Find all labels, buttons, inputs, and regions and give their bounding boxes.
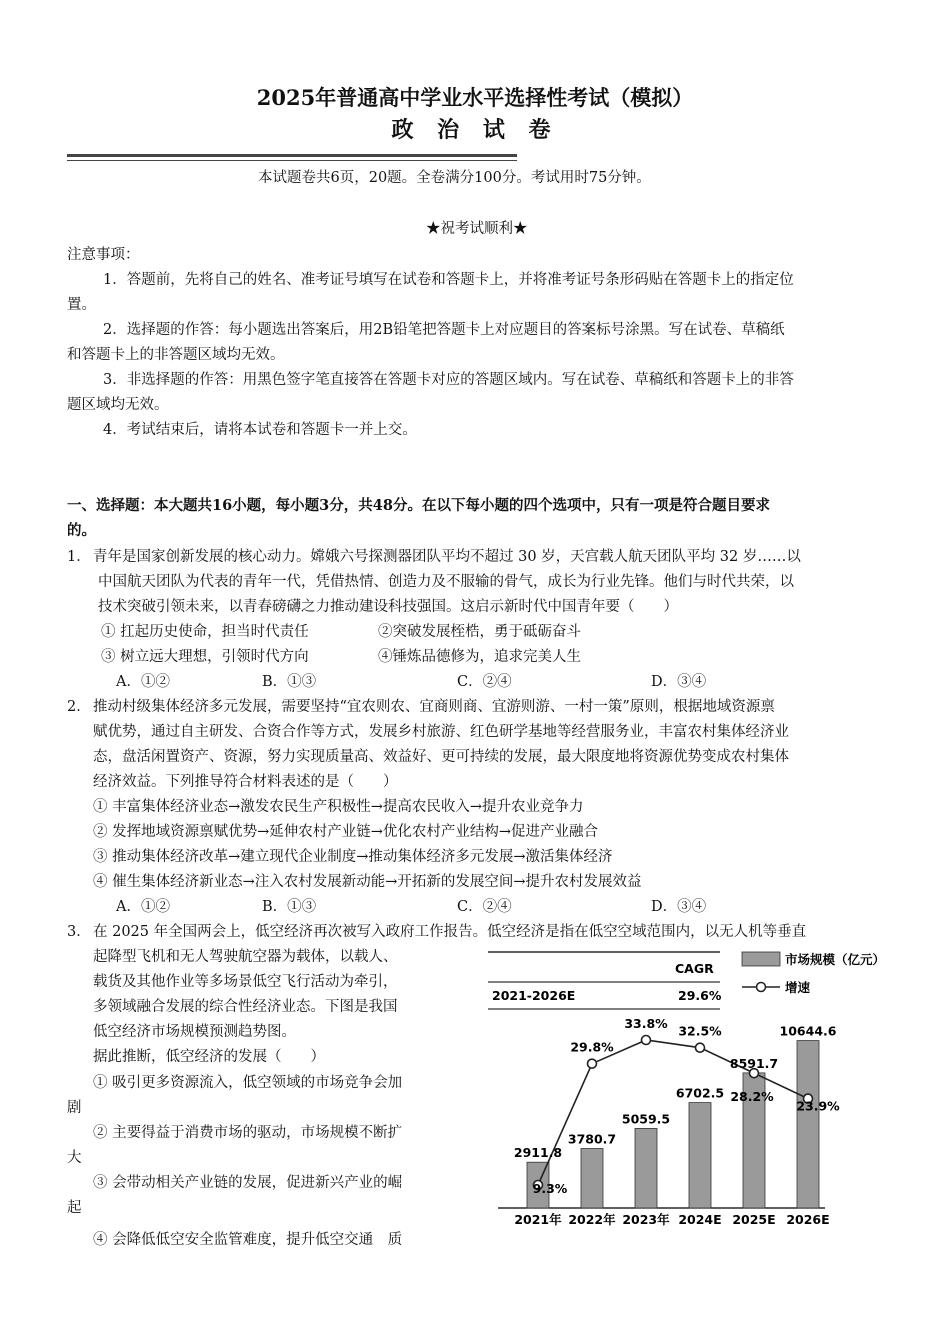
answer-choice[interactable]: C．②④ bbox=[457, 674, 512, 690]
note-line: 题区域均无效。 bbox=[67, 397, 169, 413]
question-number: 1． bbox=[67, 549, 91, 565]
legend-line-label: 增速 bbox=[785, 980, 811, 995]
answer-choice[interactable]: C．②④ bbox=[457, 899, 512, 915]
statement-option: ① 吸引更多资源流入，低空领域的市场竞争会加 bbox=[93, 1075, 403, 1091]
statement-option-cont: 大 bbox=[67, 1150, 82, 1166]
notes-heading: 注意事项： bbox=[67, 247, 140, 263]
statement-option: ②突破发展桎梏，勇于砥砺奋斗 bbox=[378, 624, 581, 640]
growth-point bbox=[696, 1043, 705, 1052]
bar-5 bbox=[797, 1041, 819, 1208]
category-label: 2021年 bbox=[514, 1212, 562, 1227]
growth-label: 9.3% bbox=[532, 1181, 568, 1196]
question-text: 态，盘活闲置资产、资源，努力实现质量高、效益好、更可持续的发展，最大限度地将资源优势变成农村集体 bbox=[93, 749, 789, 765]
bar-value-label: 5059.5 bbox=[621, 1111, 671, 1127]
question-text: 赋优势，通过自主研发、合资合作等方式，发展乡村旅游、红色研学基地等经营服务业，丰富农村集体经济业 bbox=[93, 724, 789, 740]
growth-label: 28.2% bbox=[730, 1089, 774, 1105]
section-heading: 一、选择题：本大题共16小题，每小题3分，共48分。在以下每小题的四个选项中，只有一项是符合题目要求 bbox=[67, 497, 770, 514]
answer-choice[interactable]: B．①③ bbox=[262, 899, 317, 915]
market-size-chart bbox=[480, 940, 920, 1240]
statement-option: ③ 推动集体经济改革→建立现代企业制度→推动集体经济多元发展→激活集体经济 bbox=[93, 849, 613, 865]
question-text: 经济效益。下列推导符合材料表述的是（ ） bbox=[93, 774, 398, 790]
growth-label: 23.9% bbox=[796, 1098, 840, 1114]
question-text: 技术突破引领未来，以青春磅礴之力推动建设科技强国。这启示新时代中国青年要（ ） bbox=[98, 599, 678, 615]
bar-3 bbox=[689, 1103, 711, 1208]
category-label: 2026E bbox=[786, 1212, 830, 1227]
exam-info: 本试题卷共6页，20题。全卷满分100分。考试用时75分钟。 bbox=[258, 170, 651, 186]
legend-bar-swatch bbox=[742, 952, 780, 966]
cagr-period: 2021-2026E bbox=[492, 988, 576, 1003]
exam-title: 2025年普通高中学业水平选择性考试（模拟） bbox=[256, 85, 694, 110]
statement-option-cont: 剧 bbox=[67, 1100, 82, 1116]
section-heading-cont: 的。 bbox=[67, 522, 96, 539]
legend-bar-label: 市场规模（亿元） bbox=[785, 952, 886, 967]
cagr-header: CAGR bbox=[675, 961, 714, 976]
answer-choice[interactable]: D．③④ bbox=[651, 899, 707, 915]
bar-value-label: 6702.5 bbox=[675, 1085, 725, 1101]
category-label: 2024E bbox=[678, 1212, 722, 1227]
note-line: 和答题卡上的非答题区域均无效。 bbox=[67, 347, 285, 363]
note-line: 置。 bbox=[67, 297, 96, 313]
question-text: 低空经济市场规模预测趋势图。 bbox=[93, 1024, 296, 1040]
category-label: 2023年 bbox=[622, 1212, 670, 1227]
bar-value-label: 8591.7 bbox=[729, 1055, 779, 1071]
statement-option: ③ 树立远大理想，引领时代方向 bbox=[101, 649, 309, 665]
growth-point bbox=[588, 1059, 597, 1068]
question-text: 起降型飞机和无人驾驶航空器为载体，以载人、 bbox=[93, 949, 398, 965]
question-number: 3． bbox=[67, 924, 91, 940]
bar-value-label: 2911.8 bbox=[513, 1145, 563, 1161]
category-label: 2022年 bbox=[568, 1212, 616, 1227]
question-text: 推动村级集体经济多元发展，需要坚持“宜农则农、宜商则商、宜游则游、一村一策”原则，根据地域资源禀 bbox=[93, 699, 775, 715]
category-label: 2025E bbox=[732, 1212, 776, 1227]
answer-choice[interactable]: D．③④ bbox=[651, 674, 707, 690]
growth-label: 33.8% bbox=[624, 1016, 668, 1031]
statement-option: ④ 会降低低空安全监管难度，提升低空交通 质 bbox=[93, 1232, 403, 1248]
note-line: 1．答题前，先将自己的姓名、准考证号填写在试卷和答题卡上，并将准考证号条形码贴在答题卡上的指定位 bbox=[103, 272, 794, 288]
exam-subtitle: 政 治 试 卷 bbox=[391, 117, 559, 143]
growth-label: 32.5% bbox=[678, 1023, 722, 1039]
question-text: 据此推断，低空经济的发展（ ） bbox=[93, 1049, 325, 1065]
bar-1 bbox=[581, 1149, 603, 1208]
answer-choice[interactable]: B．①③ bbox=[262, 674, 317, 690]
note-line: 2．选择题的作答：每小题选出答案后，用2B铅笔把答题卡上对应题目的答案标号涂黑。写在试卷、草稿纸 bbox=[103, 322, 785, 338]
title-rule-thick bbox=[67, 154, 517, 157]
bar-value-label: 10644.6 bbox=[779, 1023, 837, 1039]
good-luck: ★祝考试顺利★ bbox=[426, 221, 528, 237]
growth-label: 29.8% bbox=[570, 1039, 614, 1055]
bar-2 bbox=[635, 1128, 657, 1208]
answer-choice[interactable]: A．①② bbox=[116, 674, 170, 690]
statement-option: ① 丰富集体经济业态→激发农民生产积极性→提高农民收入→提升农业竞争力 bbox=[93, 799, 584, 815]
question-text: 中国航天团队为代表的青年一代，凭借热情、创造力及不服输的骨气，成长为行业先锋。他们与时代共荣，以 bbox=[98, 574, 794, 590]
title-rule-thin bbox=[67, 160, 517, 161]
answer-choice[interactable]: A．①② bbox=[116, 899, 170, 915]
data-labels bbox=[514, 1016, 840, 1227]
legend-line-marker bbox=[757, 983, 766, 992]
statement-option: ② 主要得益于消费市场的驱动，市场规模不断扩 bbox=[93, 1125, 403, 1141]
question-text: 载货及其他作业等多场景低空飞行活动为牵引， bbox=[93, 974, 398, 990]
question-text: 多领域融合发展的综合性经济业态。下图是我国 bbox=[93, 999, 398, 1015]
question-text: 青年是国家创新发展的核心动力。嫦娥六号探测器团队平均不超过 30 岁，天宫载人航天团队平均 32 岁……以 bbox=[93, 549, 801, 565]
question-number: 2． bbox=[67, 699, 91, 715]
statement-option: ④锤炼品德修为，追求完美人生 bbox=[378, 649, 581, 665]
note-line: 3．非选择题的作答：用黑色签字笔直接答在答题卡对应的答题区域内。写在试卷、草稿纸和答题卡上的非答 bbox=[103, 372, 794, 388]
question-text: 在 2025 年全国两会上，低空经济再次被写入政府工作报告。低空经济是指在低空空域范围内，以无人机等垂直 bbox=[93, 924, 807, 940]
cagr-value: 29.6% bbox=[678, 988, 722, 1003]
growth-point bbox=[642, 1036, 651, 1045]
bar-value-label: 3780.7 bbox=[567, 1131, 617, 1147]
statement-option-cont: 起 bbox=[67, 1200, 82, 1216]
statement-option: ① 扛起历史使命，担当时代责任 bbox=[101, 624, 309, 640]
statement-option: ③ 会带动相关产业链的发展，促进新兴产业的崛 bbox=[93, 1175, 403, 1191]
statement-option: ② 发挥地域资源禀赋优势→延伸农村产业链→优化农村产业结构→促进产业融合 bbox=[93, 824, 599, 840]
statement-option: ④ 催生集体经济新业态→注入农村发展新动能→开拓新的发展空间→提升农村发展效益 bbox=[93, 874, 642, 890]
note-line: 4．考试结束后，请将本试卷和答题卡一并上交。 bbox=[103, 422, 417, 438]
